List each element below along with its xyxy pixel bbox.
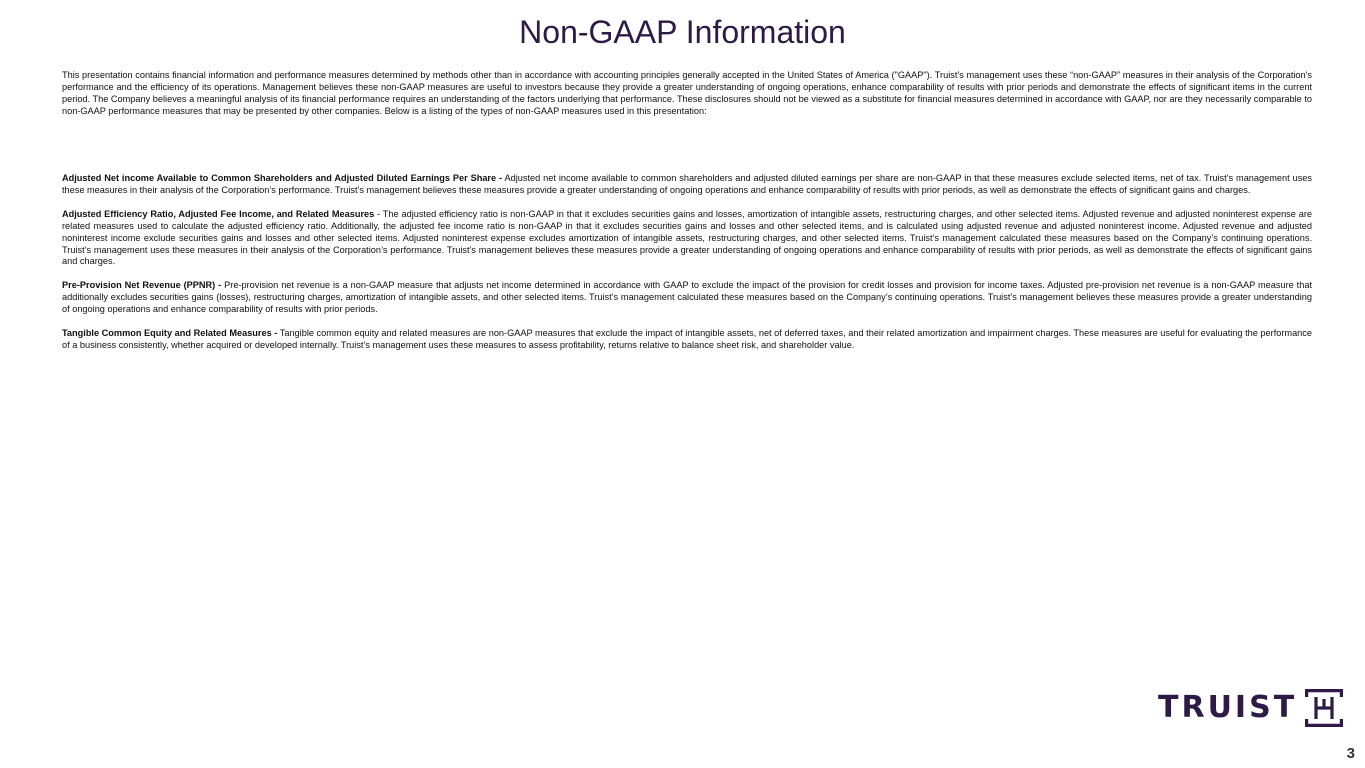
definition-tangible-common-equity <box>62 328 1312 352</box>
definition-term: Adjusted Net income Available to Common Shareholders and Adjusted Diluted Earnings Per Share - <box>62 173 503 183</box>
definition-term: Tangible Common Equity and Related Measures - <box>62 328 278 339</box>
definition-ppnr <box>62 280 1312 316</box>
definition-term: Adjusted Efficiency Ratio, Adjusted Fee Income, and Related Measures <box>62 208 375 219</box>
intro-section <box>62 70 1312 118</box>
definitions-section <box>62 173 1312 364</box>
intro-paragraph: This presentation contains financial information and performance measures determined by methods other than in accordance with accounting principles generally accepted in the United States of America ("GAAP"). Truist’s management uses these “non-GAAP” measures in their analysis of the Corporation's performance and the efficiency of its operations. Management believes these non-GAAP measures are useful to investors because they provide a greater understanding of ongoing operations, enhance comparability of results with prior periods and demonstrate the effects of significant items in the current period. The Company believes a meaningful analysis of its financial performance requires an understanding of the factors underlying that performance. These disclosures should not be viewed as a substitute for financial measures determined in accordance with GAAP, nor are they necessarily comparable to non-GAAP performance measures that may be presented by other companies. Below is a listing of the types of non-GAAP measures used in this presentation: <box>62 70 1312 116</box>
definition-text: Pre-provision net revenue is a non-GAAP measure that adjusts net income determined in accordance with GAAP to exclude the impact of the provision for credit losses and provision for income taxes. Adjusted pre-provision net revenue is a non-GAAP measure that additionally excludes securities gains (losses), restructuring charges, amortization of intangible assets, and other selected items. Truist’s management calculated these measures based on the Company’s continuing operations. Truist’s management believes these measures provide a greater understanding of ongoing operations and enhance comparability of results with prior periods. <box>62 280 1312 315</box>
truist-logo <box>1158 688 1343 728</box>
truist-mark-icon <box>1305 689 1343 727</box>
logo-wordmark: TRUIST <box>1158 690 1298 725</box>
slide-title: Non-GAAP Information <box>519 14 846 50</box>
definition-text: - The adjusted efficiency ratio is non-GAAP in that it excludes securities gains and losses, amortization of intangible assets, restructuring charges, and other selected items. Adjusted revenue and adjusted noninterest expense are related measures used to calculate the adjusted efficiency ratio. Additionally, the adjusted fee income ratio is non-GAAP in that it excludes securities gains and losses and other selected items, and is calculated using adjusted revenue and adjusted noninterest income. Adjusted revenue and adjusted noninterest income exclude securities gains and losses and other selected items. Adjusted noninterest expense excludes amortization of intangible assets, restructuring charges, and other selected items. Truist’s management calculated these measures based on the Company’s continuing operations. Truist’s management uses these measures in their analysis of the Corporation’s performance. Truist’s management believes these measures provide a greater understanding of ongoing operations and enhance comparability of results with prior periods, as well as demonstrate the effects of significant gains and charges. <box>62 208 1312 267</box>
definition-adjusted-efficiency-ratio <box>62 209 1312 269</box>
definition-text: Tangible common equity and related measures are non-GAAP measures that exclude the impact of intangible assets, net of deferred taxes, and their related amortization and impairment charges. These measures are useful for evaluating the performance of a business consistently, whether acquired or developed internally. Truist’s management uses these measures to assess profitability, returns relative to balance sheet risk, and shareholder value. <box>62 328 1312 350</box>
definition-text: Adjusted net income available to common shareholders and adjusted diluted earnings per share are non-GAAP in that these measures exclude selected items, net of tax. Truist’s management uses these measures in their analysis of the Corporation’s performance. Truist’s management believes these measures provide a greater understanding of ongoing operations and enhance comparability of results with prior periods, as well as demonstrate the effects of significant gains and charges. <box>62 173 1312 195</box>
definition-term: Pre-Provision Net Revenue (PPNR) - <box>62 280 222 291</box>
definition-adjusted-net-income <box>62 173 1312 197</box>
page-number: 3 <box>1346 745 1355 762</box>
